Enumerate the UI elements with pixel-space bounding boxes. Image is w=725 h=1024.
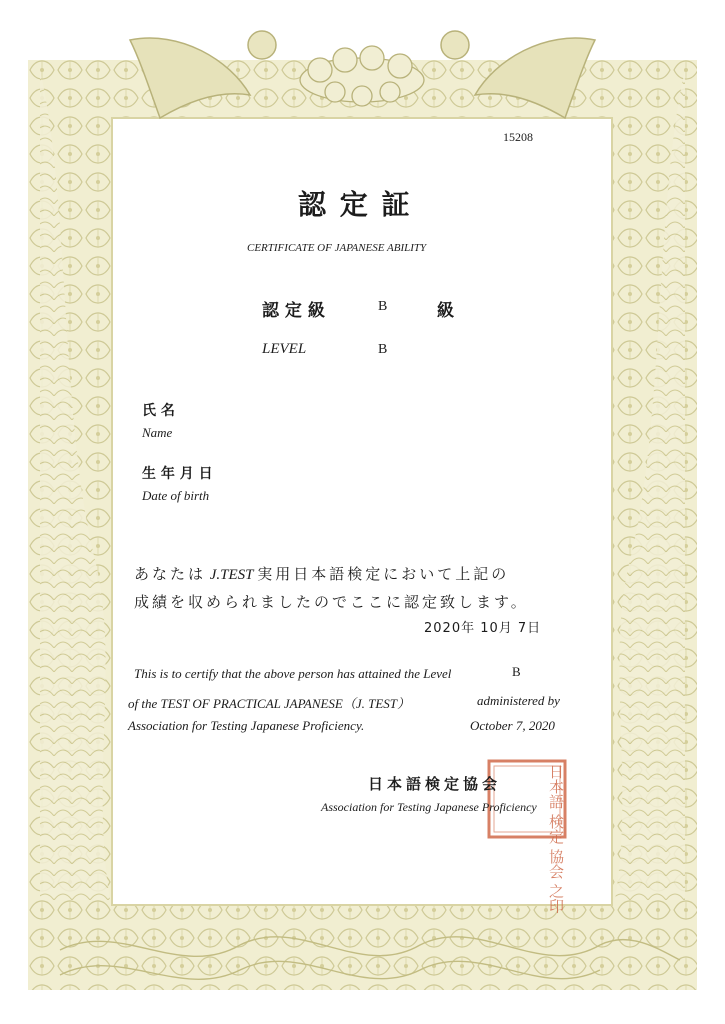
statement-jp-date: 2020年 10月 7日 (424, 621, 542, 636)
issuer-name-en: Association for Testing Japanese Proficiency (321, 800, 537, 814)
dob-label-jp: 生 年 月 日 (142, 466, 213, 482)
title-japanese: 認 定 証 (298, 188, 412, 221)
level-value-en: B (378, 342, 388, 357)
statement-jp-line1 (134, 563, 509, 584)
statement-jp-line1-c: 実用日本語検定において上記の (257, 565, 510, 583)
statement-jp-line1-a: あなたは (134, 565, 207, 583)
level-value-jp: B (378, 299, 388, 314)
statement-en-line3a: Association for Testing Japanese Proficiency. (128, 718, 365, 733)
statement-en-line2a: of the TEST OF PRACTICAL JAPANESE（J. TEST） (128, 696, 411, 711)
statement-en-line2b: administered by (477, 693, 560, 708)
certificate-number: 15208 (503, 130, 533, 144)
title-english: CERTIFICATE OF JAPANESE ABILITY (247, 242, 427, 254)
statement-jp-line1-b: J.TEST (209, 567, 254, 583)
statement-jp-line2: 成績を収められましたのでここに認定致します。 (134, 593, 529, 611)
issuer-name-jp: 日本語検定協会 (368, 775, 502, 793)
seal-text-4: 之印 (547, 883, 565, 914)
name-label-jp: 氏 名 (142, 403, 175, 419)
seal-text-3: 協会 (547, 848, 565, 879)
issuer-seal-text (494, 764, 564, 913)
name-label-en: Name (142, 425, 173, 440)
level-suffix-jp: 級 (437, 301, 454, 321)
statement-en-line1: This is to certify that the above person has attained the Level (134, 666, 452, 681)
statement-en-level: B (512, 664, 521, 679)
seal-text-1: 日本語 (547, 764, 565, 809)
seal-text-2: 検定 (547, 813, 565, 844)
statement-en-line3b: October 7, 2020 (470, 718, 555, 733)
level-label-en: LEVEL (262, 341, 307, 357)
level-label-jp: 認 定 級 (262, 301, 325, 321)
dob-label-en: Date of birth (142, 488, 210, 503)
